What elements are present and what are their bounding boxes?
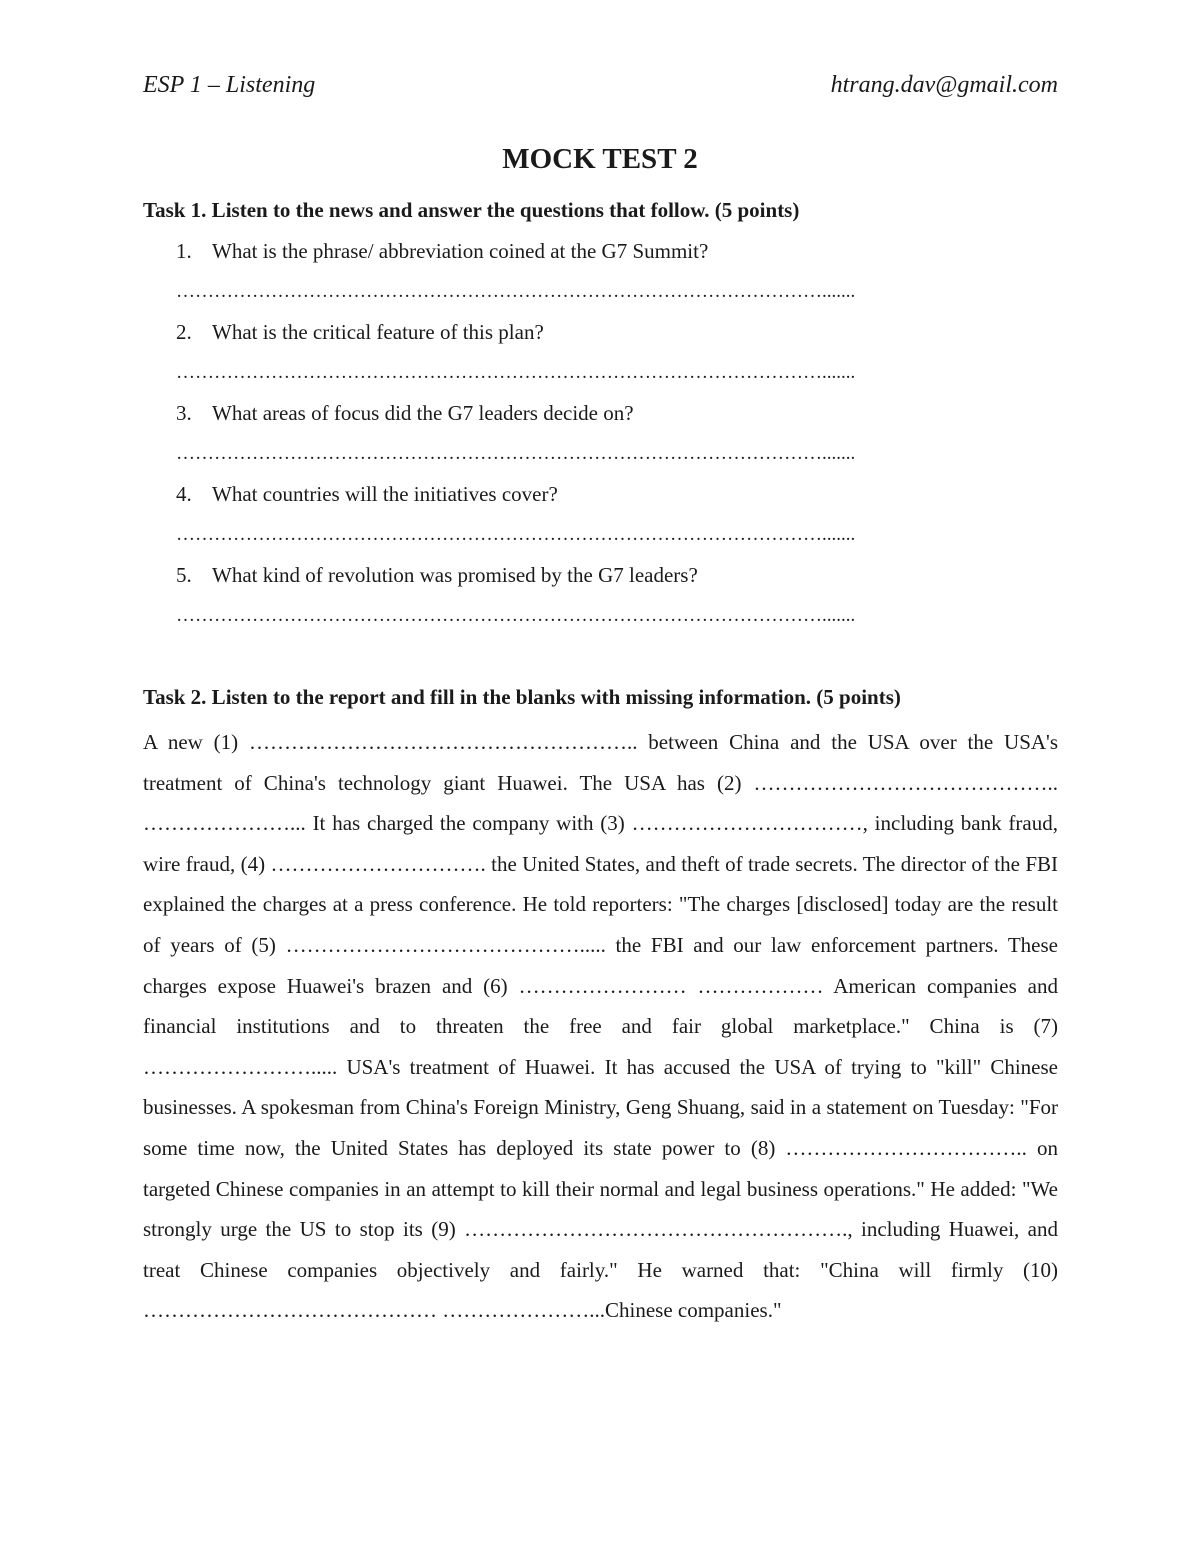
- question-text: What is the phrase/ abbreviation coined at the G7 Summit?: [212, 239, 709, 263]
- question-5: [176, 563, 1066, 588]
- answer-line-5[interactable]: ………………………………………………………………………………………….......: [176, 605, 856, 626]
- answer-line-1[interactable]: ………………………………………………………………………………………….......: [176, 281, 856, 302]
- question-4: [176, 482, 1066, 507]
- question-number: 5.: [176, 563, 192, 587]
- course-label: ESP 1 – Listening: [143, 72, 316, 98]
- question-1: [176, 239, 1066, 264]
- question-text: What countries will the initiatives cover?: [212, 482, 558, 506]
- page-title: MOCK TEST 2: [502, 143, 698, 175]
- answer-line-2[interactable]: ………………………………………………………………………………………….......: [176, 362, 856, 383]
- answer-line-3[interactable]: ………………………………………………………………………………………….......: [176, 443, 856, 464]
- question-text: What areas of focus did the G7 leaders decide on?: [212, 401, 634, 425]
- task1-heading: Task 1. Listen to the news and answer the questions that follow. (5 points): [143, 198, 800, 222]
- page-header: [143, 72, 1058, 104]
- answer-line-4[interactable]: ………………………………………………………………………………………….......: [176, 524, 856, 545]
- question-number: 2.: [176, 320, 192, 344]
- question-number: 4.: [176, 482, 192, 506]
- question-number: 1.: [176, 239, 192, 263]
- fill-in-passage: A new (1) ……………………………………………….. between China and the USA over the USA's treatment of China's technology giant Huawei. The USA has (2) …………………………………….. …………………... It has charged the company with (3) ……………………………, including bank fraud, wire fraud, (4) …………………………. the United States, and theft of trade secrets. The director of the FBI explained the charges at a press conference. He told reporters: "The charges [disclosed] today are the result of years of (5) ……………………………………..... the FBI and our law enforcement partners. These charges expose Huawei's brazen and (6) …………………… ……………… American companies and financial institutions and to threaten the free and fair global marketplace." China is (7) ……………………..... USA's treatment of Huawei. It has accused the USA of trying to "kill" Chinese businesses. A spokesman from China's Foreign Ministry, Geng Shuang, said in a statement on Tuesday: "For some time now, the United States has deployed its state power to (8) …………………………….. on targeted Chinese companies in an attempt to kill their normal and legal business operations." He added: "We strongly urge the US to stop its (9) ………………………………………………., including Huawei, and treat Chinese companies objectively and fairly." He warned that: "China will firmly (10) …………………………………… …………………...Chinese companies.": [143, 730, 1058, 1323]
- task2-heading: Task 2. Listen to the report and fill in the blanks with missing information. (5 points): [143, 685, 901, 709]
- question-number: 3.: [176, 401, 192, 425]
- question-2: [176, 320, 1066, 345]
- question-3: [176, 401, 1066, 426]
- question-text: What kind of revolution was promised by the G7 leaders?: [212, 563, 698, 587]
- author-email: htrang.dav@gmail.com: [830, 72, 1058, 98]
- question-text: What is the critical feature of this plan?: [212, 320, 544, 344]
